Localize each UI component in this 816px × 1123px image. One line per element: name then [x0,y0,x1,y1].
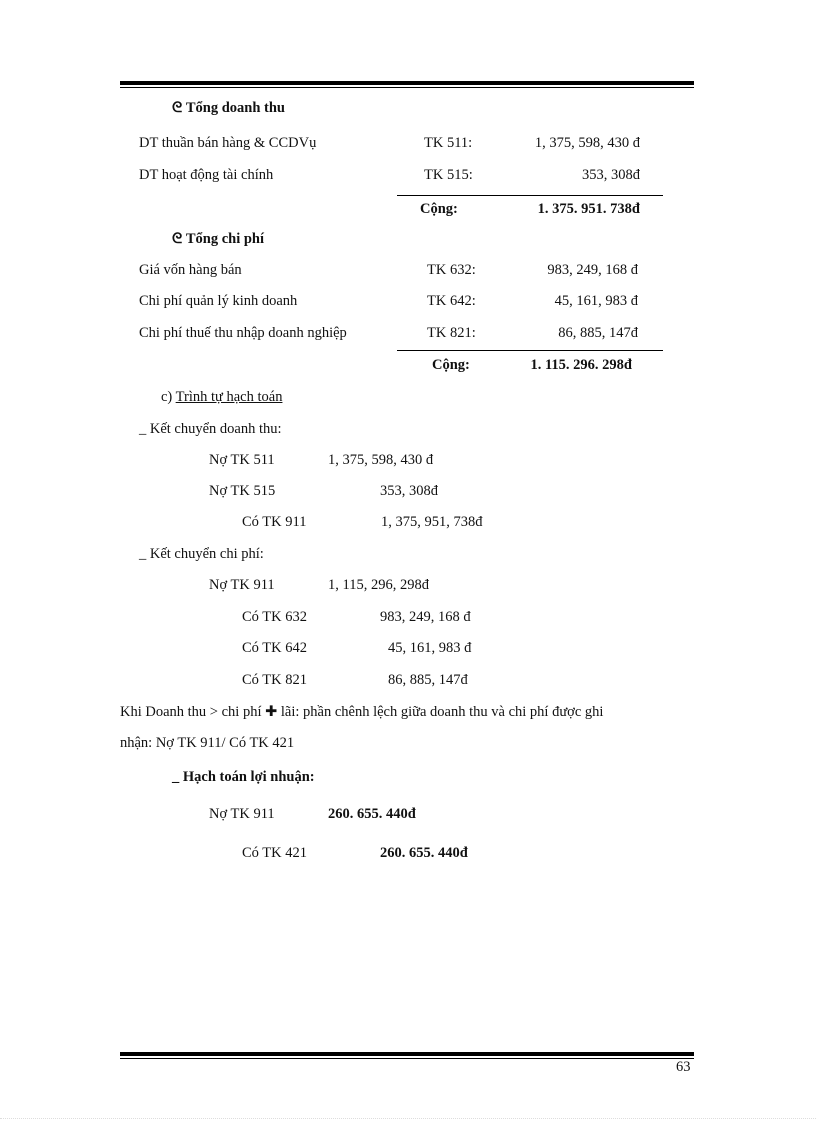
journal-amount: 1, 375, 598, 430 đ [328,452,434,468]
journal-amount: 45, 161, 983 đ [388,640,472,656]
journal-account: Nợ TK 511 [209,452,275,468]
journal-account: Nợ TK 911 [209,806,275,822]
section-title-text: Trình tự hạch toán [175,389,283,405]
journal-amount: 86, 885, 147đ [388,672,468,688]
note-line-2: nhận: Nợ TK 911/ Có TK 421 [120,735,295,751]
profit-title: _ Hạch toán lợi nhuận: [172,769,315,785]
revenue-row-label: DT hoạt động tài chính [139,167,274,183]
cost-row-amount: 983, 249, 168 đ [547,262,638,278]
note-line-1: Khi Doanh thu > chi phí ✚ lãi: phần chênh lệch giữa doanh thu và chi phí được ghi [120,704,604,720]
journal-amount: 1, 115, 296, 298đ [328,577,429,593]
section-prefix: c) [161,389,173,405]
revenue-row-amount: 1, 375, 598, 430 đ [534,135,640,151]
page-number: 63 [676,1059,691,1075]
cost-total-amount: 1. 115. 296. 298đ [530,357,632,373]
cost-heading [172,231,264,248]
cost-total-label: Cộng: [432,357,470,373]
cost-row-account: TK 821: [427,325,476,341]
revenue-sum-line [397,195,663,196]
journal-account: Có TK 632 [242,609,307,625]
cost-row-amount: 86, 885, 147đ [558,325,638,341]
journal-amount: 260. 655. 440đ [380,845,468,861]
cost-heading-text: Tổng chi phí [185,231,265,247]
cost-row-label: Chi phí quản lý kinh doanh [139,293,298,309]
journal-account: Có TK 911 [242,514,307,530]
cost-sum-line [397,350,663,351]
cost-row-account: TK 632: [427,262,476,278]
journal-account: Có TK 642 [242,640,307,656]
cost-row-label: Chi phí thuế thu nhập doanh nghiệp [139,325,347,341]
journal-amount: 1, 375, 951, 738đ [381,514,483,530]
scroll-bullet-icon: ᘓ [172,231,183,247]
journal-account: Nợ TK 515 [209,483,276,499]
journal-amount: 983, 249, 168 đ [380,609,471,625]
cost-row-account: TK 642: [427,293,476,309]
revenue-row-label: DT thuần bán hàng & CCDVụ [139,135,317,151]
journal-amount: 353, 308đ [380,483,438,499]
cost-transfer-title: _ Kết chuyển chi phí: [139,546,264,562]
footer-rule [120,1052,694,1059]
revenue-row-account: TK 515: [424,167,473,183]
revenue-heading [172,100,285,117]
journal-account: Nợ TK 911 [209,577,275,593]
page-edge [0,1118,816,1119]
revenue-total-amount: 1. 375. 951. 738đ [537,201,640,217]
journal-amount: 260. 655. 440đ [328,806,416,822]
cost-row-amount: 45, 161, 983 đ [554,293,638,309]
revenue-row-account: TK 511: [424,135,473,151]
revenue-total-label: Cộng: [420,201,458,217]
journal-account: Có TK 821 [242,672,307,688]
revenue-row-amount: 353, 308đ [582,167,640,183]
section-title [161,389,282,406]
cost-row-label: Giá vốn hàng bán [139,262,242,278]
scroll-bullet-icon: ᘓ [172,100,183,116]
header-rule [120,81,694,88]
journal-account: Có TK 421 [242,845,307,861]
revenue-heading-text: Tổng doanh thu [185,100,285,116]
revenue-transfer-title: _ Kết chuyển doanh thu: [139,421,282,437]
